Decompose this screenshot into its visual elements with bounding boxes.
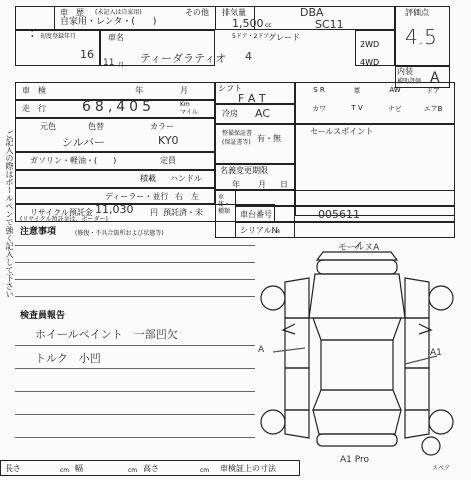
report-line-5: [15, 437, 255, 438]
equip-cell: T V: [351, 104, 363, 112]
body-label: 車体・種類: [218, 194, 231, 215]
inspector-title: 検査員報告: [20, 311, 66, 321]
report-line-1: [15, 345, 255, 346]
color-no-label: 色替: [88, 122, 104, 131]
inspection-year: 年: [135, 86, 143, 95]
hood: [309, 274, 405, 318]
right-left: 右 左: [175, 192, 199, 201]
score-label: 評価点: [405, 8, 429, 17]
report-line-4: [15, 414, 255, 415]
mark-colon: :: [30, 25, 35, 41]
note-line-1: [15, 245, 255, 246]
left-front-fender: [285, 278, 309, 318]
orig-color-label: 元色: [40, 122, 56, 131]
left-front-door: [285, 318, 309, 368]
frame-label: 車台番号: [240, 210, 272, 219]
ac-value: AC: [255, 107, 271, 120]
report-line-3: [15, 391, 255, 392]
equip-cell: AW: [389, 86, 401, 94]
right-rear-door: [405, 368, 429, 410]
fuel-label: ガソリン・軽油・( ): [30, 156, 117, 165]
car-name-value: ティーダラティオ: [140, 52, 227, 65]
recycle-unit: 円: [150, 208, 158, 217]
left-rear-fender: [285, 410, 309, 438]
front-note: モールヌA: [338, 243, 380, 253]
left-annot-line: [273, 348, 305, 352]
length-label: 長さ: [5, 464, 21, 473]
mile-unit: マイル: [180, 109, 198, 116]
doors-label: 5ドア・2ドア: [232, 33, 270, 40]
ac-label: 冷房: [222, 109, 238, 118]
interior-label: 内装: [397, 67, 413, 76]
recycle-value: 11,030: [95, 203, 134, 216]
warranty-value: 有・無: [257, 134, 281, 143]
recycle-note2: (リサイクル預託金は、ボーダー): [20, 216, 108, 223]
history-blank: [15, 6, 55, 30]
frame-value: 005611: [318, 208, 360, 221]
shift-label: シフト: [218, 84, 242, 93]
warranty-label: 整備保証書: [222, 130, 253, 137]
dealer-label: ディーラー・並行: [105, 192, 169, 201]
rear-note: A1 Pro: [340, 455, 370, 465]
note-line-2: [15, 262, 255, 263]
capacity-label: 定員: [160, 156, 176, 165]
load-label: 積載: [140, 174, 156, 183]
right-front-fender: [405, 278, 429, 318]
left-rear-door: [285, 368, 309, 410]
score-value: 4.5: [405, 25, 437, 49]
wheel-rear-left: [261, 410, 285, 434]
left-note: A: [258, 345, 265, 355]
grade-label: グレード: [268, 33, 300, 42]
rear-window: [313, 390, 401, 410]
drive-4wd: 4WD: [360, 58, 380, 67]
wheel-rear-right: [429, 410, 453, 434]
color-label: カラー: [150, 122, 174, 131]
front-bumper: [317, 260, 397, 274]
nc-year: 年: [232, 180, 240, 189]
first-reg-label: 初度登録年月: [40, 33, 77, 40]
trunk: [313, 410, 401, 434]
length-unit: cm: [60, 467, 70, 474]
interior-value: A: [430, 70, 440, 86]
interior-sub: 補助評価: [397, 78, 422, 85]
model-value: SC11: [315, 18, 344, 31]
shift-value: F A T: [238, 92, 266, 105]
right-rear-fender: [405, 410, 429, 438]
report-line-2: [15, 368, 255, 369]
handle-label: ハンドル: [170, 174, 202, 183]
inspection-label: 車 検: [22, 86, 46, 95]
doors-value: 4: [245, 50, 252, 63]
model-code: DBA: [300, 6, 324, 19]
history-note: (未記入は自家用): [95, 9, 142, 16]
equip-cell: エアB: [423, 105, 443, 113]
windshield: [313, 318, 401, 340]
height-label: 高さ: [143, 464, 159, 473]
reg-unit: 月: [118, 62, 125, 69]
rear-bumper: [317, 434, 397, 446]
roof: [321, 340, 393, 390]
sales-point-label: セールスポイント: [310, 127, 374, 136]
displacement-unit: cc: [265, 22, 272, 29]
inspector-line-2: トルク 小凹: [35, 352, 101, 365]
equip-cell: S R: [313, 86, 325, 94]
mileage-label: 走 行: [22, 104, 46, 113]
displacement-value: 1,500: [232, 17, 264, 30]
note-line-3: [15, 279, 255, 280]
name-change-label: 名義変更期限: [220, 166, 268, 175]
spare-tire: [422, 437, 440, 455]
recycle-label: リサイクル預託金: [30, 208, 93, 217]
reg-month: 11: [103, 58, 115, 68]
nc-day: 日: [280, 180, 288, 189]
notes-sub: (修復・不具合箇所および状態等): [75, 230, 164, 237]
recycle-note: 預託済・未: [163, 208, 203, 217]
inspection-month: 月: [180, 86, 188, 95]
wheel-front-left: [261, 286, 285, 310]
right-note: A1: [430, 348, 442, 358]
drive-2wd: 2WD: [360, 40, 380, 49]
front-grille: [317, 252, 397, 260]
notes-title: 注意事項: [20, 227, 57, 237]
serial-label: シリアル№: [240, 226, 280, 235]
side-instruction: ご記入の際はボールペンで強く記入して下さい: [5, 130, 14, 298]
history-label: 車 歴: [60, 8, 84, 17]
note-line-4: [15, 296, 255, 297]
other-label: その他: [185, 8, 209, 17]
car-name-label: 車名: [108, 33, 124, 42]
mileage-value: 68,405: [82, 99, 155, 115]
displacement-label: 排気量: [222, 8, 246, 17]
height-unit: cm: [200, 467, 210, 474]
reg-year: 16: [80, 48, 94, 61]
inspector-line-1: ホイールペイント 一部凹欠: [35, 328, 178, 341]
width-label: 幅: [75, 464, 83, 473]
width-unit: cm: [128, 467, 138, 474]
spare-label: スペア: [432, 465, 451, 472]
warranty-sub: (保証書等): [222, 139, 251, 146]
km-unit: Km: [180, 101, 190, 108]
history-value: 自家用・レンタ・( ): [60, 17, 157, 27]
body-type-row: [235, 190, 455, 206]
equip-cell: カワ: [312, 105, 326, 113]
car-diagram: [255, 238, 455, 458]
color-no-value: KY0: [158, 134, 179, 147]
wheel-front-right: [429, 286, 453, 310]
nc-month: 月: [258, 180, 266, 189]
color-value: シルバー: [62, 136, 105, 149]
equip-cell: ドア: [426, 87, 440, 95]
dims-note: 車検証上の寸法: [220, 464, 276, 473]
equip-cell: ナビ: [388, 105, 402, 113]
equip-cell: 革: [353, 87, 361, 95]
